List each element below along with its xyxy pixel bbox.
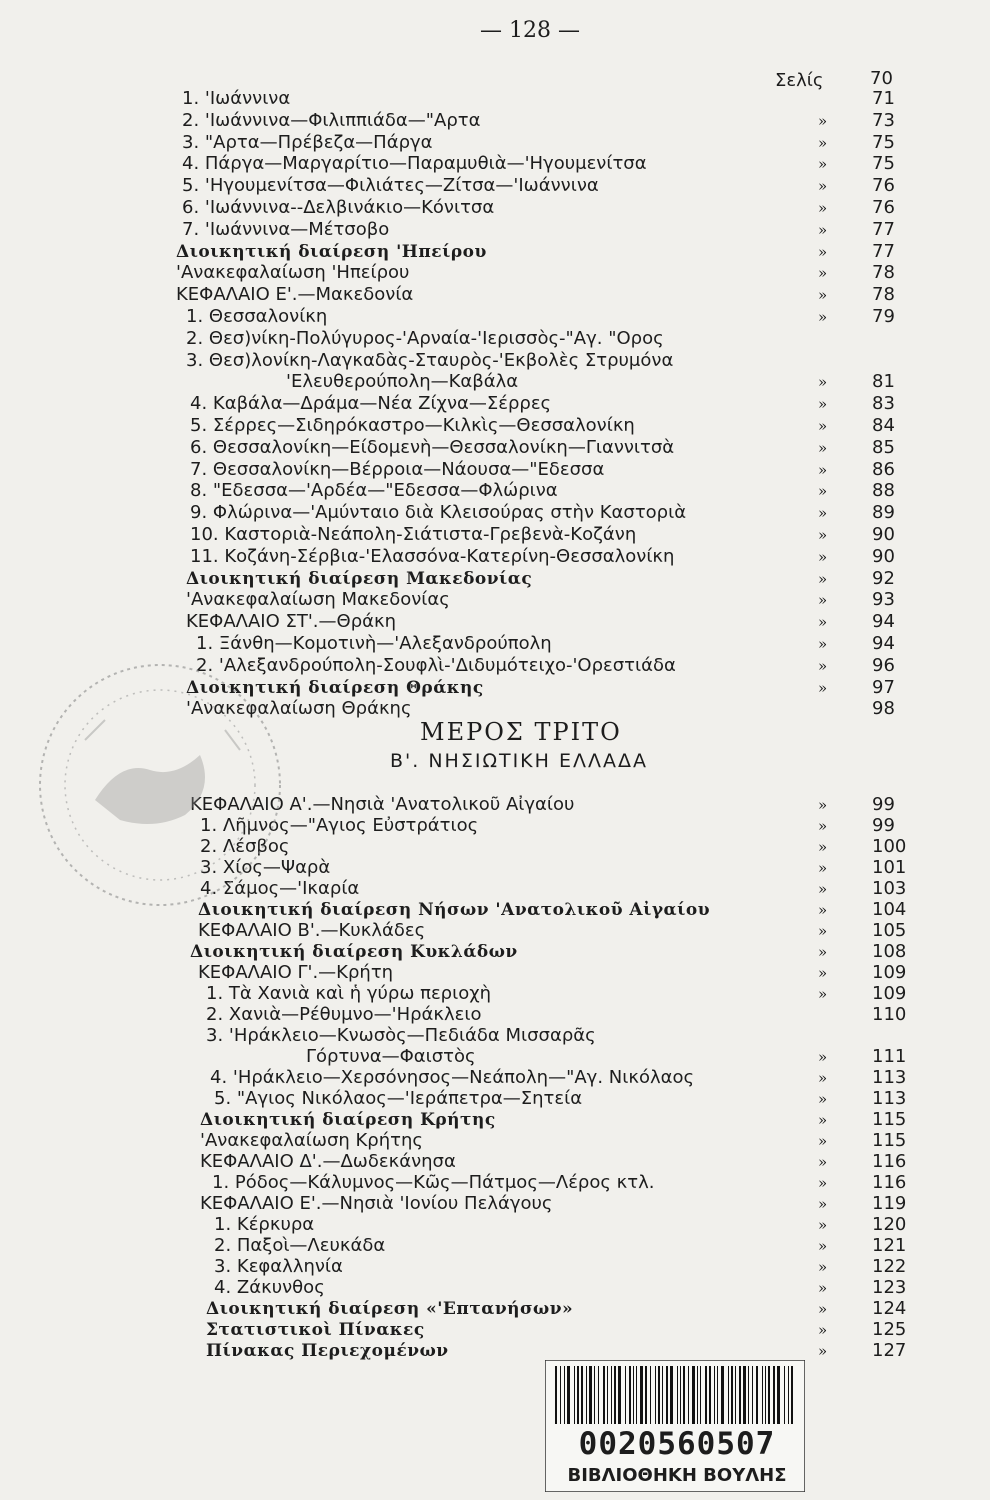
- toc-entry-title: 3. "Αρτα—Πρέβεζα—Πάργα: [182, 131, 433, 153]
- toc-entry-title: 2. Παξοὶ—Λευκάδα: [214, 1235, 386, 1256]
- barcode-bar: [603, 1366, 605, 1424]
- barcode-bar: [614, 1366, 616, 1424]
- toc-entry-title: 5. 'Ηγουμενίτσα—Φιλιάτες—Ζίτσα—'Ιωάννινα: [182, 175, 599, 197]
- toc-entry: [0, 1277, 990, 1299]
- toc-entry: [0, 1172, 990, 1194]
- toc-entry-title: ΚΕΦΑΛΑΙΟ Ε'.—Νησιὰ 'Ιονίου Πελάγους: [200, 1193, 553, 1214]
- barcode-bar: [555, 1366, 557, 1424]
- barcode-bar: [700, 1366, 701, 1424]
- toc-entry-marker: »: [818, 1111, 828, 1129]
- toc-entry-marker: »: [818, 133, 828, 152]
- toc-entry-page: 78: [872, 262, 895, 284]
- toc-entry-title: 'Ανακεφαλαίωση Θράκης: [186, 698, 412, 720]
- barcode-bar: [768, 1366, 770, 1424]
- toc-entry-title: Διοικητική διαίρεση Νήσων 'Ανατολικοῦ Αἰγαίου: [198, 900, 710, 920]
- toc-entry-title: ΚΕΦΑΛΑΙΟ Δ'.—Δωδεκάνησα: [200, 1151, 456, 1172]
- barcode-bar: [677, 1366, 678, 1424]
- toc-entry-title: 3. 'Ηράκλειο—Κνωσὸς—Πεδιάδα Μισσαρᾶς: [206, 1025, 596, 1046]
- toc-entry-page: 98: [872, 698, 895, 720]
- toc-entry-title: 1. Λῆμνος—"Αγιος Εὐστράτιος: [200, 815, 479, 836]
- toc-entry-title: ΚΕΦΑΛΑΙΟ Ε'.—Μακεδονία: [176, 284, 414, 306]
- toc-entry-marker: »: [818, 1069, 828, 1087]
- barcode-bar: [658, 1366, 660, 1424]
- toc-entry: [0, 262, 990, 284]
- toc-entry-marker: »: [818, 460, 828, 479]
- toc-entry-marker: »: [818, 1342, 828, 1360]
- toc-entry: [0, 920, 990, 942]
- barcode-bar: [692, 1366, 695, 1424]
- barcode-bar: [567, 1366, 570, 1424]
- toc-entry-title: 3. Κεφαλληνία: [214, 1256, 343, 1277]
- toc-entry-page: 99: [872, 815, 895, 836]
- toc-entry-title: 8. "Εδεσσα—'Αρδέα—"Εδεσσα—Φλώρινα: [190, 480, 558, 502]
- toc-entry-marker: »: [818, 395, 828, 414]
- barcode-bar: [762, 1366, 763, 1424]
- toc-entry-page: 119: [872, 1193, 907, 1214]
- toc-entry-page: 93: [872, 589, 895, 611]
- barcode-bar: [640, 1366, 643, 1424]
- toc-entry-page: 108: [872, 941, 907, 962]
- toc-entry-marker: »: [818, 985, 828, 1003]
- toc-entry-page: 124: [872, 1298, 907, 1319]
- toc-entry: [0, 1235, 990, 1257]
- toc-entry-page: 110: [872, 1004, 907, 1025]
- barcode-bar: [688, 1366, 689, 1424]
- toc-entry-marker: »: [818, 526, 828, 544]
- toc-entry: [0, 1130, 990, 1152]
- library-stamp: [25, 650, 295, 920]
- toc-entry: [0, 1004, 990, 1026]
- toc-entry-title: ΚΕΦΑΛΑΙΟ Α'.—Νησιὰ 'Ανατολικοῦ Αἰγαίου: [190, 794, 575, 815]
- toc-entry-marker: »: [818, 417, 828, 435]
- toc-entry-marker: »: [818, 838, 828, 856]
- toc-entry-marker: »: [818, 1258, 828, 1276]
- barcode-bar: [645, 1366, 647, 1424]
- toc-entry-page: 84: [872, 415, 895, 436]
- toc-entry-title: 2. Θεσ)νίκη-Πολύγυρος-'Αρναία-'Ιερισσὸς-"Αγ. "Ορος: [186, 327, 664, 349]
- toc-entry-title: 6. 'Ιωάννινα--Δελβινάκιο—Κόνιτσα: [182, 197, 495, 218]
- barcode-bar: [791, 1366, 793, 1424]
- toc-entry-page: 116: [872, 1172, 907, 1193]
- toc-entry-title: 1. 'Ιωάννινα: [182, 88, 291, 109]
- toc-entry: [0, 197, 990, 219]
- toc-entry-marker: »: [818, 111, 828, 130]
- toc-entry-page: 76: [872, 175, 895, 197]
- toc-entry-page: 79: [872, 306, 895, 327]
- barcode-bar: [756, 1366, 758, 1424]
- toc-entry-marker: »: [818, 591, 828, 610]
- barcode-bar: [633, 1366, 634, 1424]
- toc-entry: [0, 589, 990, 611]
- toc-entry-title: 4. Πάργα—Μαργαρίτιο—Παραμυθιὰ—'Ηγουμενίτσα: [182, 153, 647, 175]
- toc-entry: [0, 110, 990, 132]
- barcode-bar: [581, 1366, 583, 1424]
- toc-entry-title: Διοικητική διαίρεση Κυκλάδων: [190, 942, 518, 962]
- toc-entry-marker: »: [818, 177, 828, 196]
- toc-entry: [0, 328, 990, 350]
- toc-entry-title: 2. Λέσβος: [200, 836, 290, 857]
- barcode-bar: [564, 1366, 565, 1424]
- barcode-bar: [666, 1366, 668, 1424]
- toc-entry-marker: »: [818, 635, 828, 653]
- toc-entry: [0, 393, 990, 415]
- toc-entry: [0, 611, 990, 633]
- toc-entry-title: Πίνακας Περιεχομένων: [206, 1341, 449, 1361]
- toc-entry: [0, 459, 990, 481]
- toc-entry-title: 2. 'Αλεξανδρούπολη-Σουφλὶ-'Διδυμότειχο-'Ορεστιάδα: [196, 654, 676, 676]
- toc-entry: [0, 132, 990, 154]
- barcode-bar: [731, 1366, 733, 1424]
- toc-entry-title: 2. Χανιὰ—Ρέθυμνο—'Ηράκλειο: [206, 1004, 482, 1025]
- toc-entry-page: 111: [872, 1046, 907, 1067]
- barcode-bar: [748, 1366, 749, 1424]
- barcode-bar: [662, 1366, 663, 1424]
- toc-entry: [0, 1319, 990, 1341]
- toc-entry-page: 116: [872, 1151, 907, 1172]
- toc-entry: [0, 415, 990, 437]
- barcode-bar: [655, 1366, 656, 1424]
- barcode-bar: [705, 1366, 707, 1424]
- toc-entry-page: 81: [872, 371, 895, 393]
- toc-entry-title: Στατιστικοὶ Πίνακες: [206, 1320, 425, 1340]
- toc-entry-page: 94: [872, 611, 895, 633]
- toc-entry: [0, 568, 990, 590]
- toc-entry-marker: »: [818, 678, 828, 697]
- toc-entry-title: 4. Ζάκυνθος: [214, 1277, 325, 1298]
- barcode-bar: [709, 1366, 711, 1424]
- barcode-bar: [735, 1366, 736, 1424]
- toc-entry-page: 77: [872, 218, 895, 240]
- toc-entry-page: 85: [872, 436, 895, 458]
- barcode-bar: [598, 1366, 599, 1424]
- toc-entry-title: 2. 'Ιωάννινα—Φιλιππιάδα—"Αρτα: [182, 109, 481, 131]
- toc-entry: [0, 1214, 990, 1236]
- toc-entry-title: 'Ανακεφαλαίωση Μακεδονίας: [186, 589, 450, 611]
- toc-entry-page: 88: [872, 480, 895, 502]
- page-column-label: Σελίς: [775, 70, 824, 91]
- toc-entry-page: 113: [872, 1088, 907, 1109]
- toc-entry-title: ΚΕΦΑΛΑΙΟ Γ'.—Κρήτη: [198, 962, 394, 983]
- toc-entry-page: 125: [872, 1319, 907, 1340]
- toc-entry-marker: »: [818, 286, 828, 305]
- toc-entry: [0, 983, 990, 1005]
- toc-entry-marker: »: [818, 569, 828, 588]
- toc-entry-page: 127: [872, 1340, 907, 1361]
- barcode-bar: [560, 1366, 561, 1424]
- toc-entry: [0, 524, 990, 546]
- toc-entry-title: 9. Φλώρινα—'Αμύνταιο διὰ Κλεισούρας στὴν Καστοριὰ: [190, 502, 687, 524]
- toc-entry-title: 7. Θεσσαλονίκη—Βέρροια—Νάουσα—"Εδεσσα: [190, 458, 605, 480]
- barcode-bar: [611, 1366, 612, 1424]
- toc-entry-marker: »: [818, 943, 828, 961]
- barcode-bar: [589, 1366, 592, 1424]
- page-column-first-number: 70: [870, 68, 893, 89]
- toc-entry-marker: »: [818, 880, 828, 898]
- toc-entry-marker: »: [818, 242, 828, 261]
- toc-entry-title: 'Ανακεφαλαίωση Κρήτης: [200, 1130, 423, 1151]
- barcode-bar: [636, 1366, 637, 1424]
- toc-entry-page: 90: [872, 545, 895, 567]
- barcode-bar: [618, 1366, 621, 1424]
- toc-entry-page: 121: [872, 1235, 907, 1256]
- toc-entry: [0, 371, 990, 393]
- toc-entry-marker: »: [818, 613, 828, 632]
- toc-entry: [0, 306, 990, 328]
- toc-entry-marker: »: [818, 859, 828, 877]
- barcode-bar: [717, 1366, 718, 1424]
- toc-entry-page: 75: [872, 131, 895, 153]
- barcode-bar: [594, 1366, 595, 1424]
- toc-entry-title: 11. Κοζάνη-Σέρβια-'Ελασσόνα-Κατερίνη-Θεσσαλονίκη: [190, 545, 675, 567]
- toc-entry-title: 1. Τὰ Χανιὰ καὶ ἡ γύρω περιοχὴ: [206, 983, 492, 1004]
- toc-entry: [0, 1067, 990, 1089]
- toc-entry: [0, 1151, 990, 1173]
- toc-entry-page: 75: [872, 153, 895, 175]
- toc-entry-page: 99: [872, 794, 895, 815]
- barcode-bar: [784, 1366, 785, 1424]
- toc-entry-page: 113: [872, 1067, 907, 1088]
- toc-entry: [0, 480, 990, 502]
- toc-entry: [0, 546, 990, 568]
- toc-entry-title: 1. Ξάνθη—Κομοτινὴ—'Αλεξανδρούπολη: [196, 633, 552, 654]
- toc-entry-marker: »: [818, 817, 828, 835]
- toc-entry-marker: »: [818, 922, 828, 940]
- barcode-library-label: ΒΙΒΛΙΟΘΗΚΗ ΒΟΥΛΗΣ: [567, 1465, 787, 1486]
- toc-entry-marker: »: [818, 155, 828, 174]
- toc-entry: [0, 502, 990, 524]
- toc-entry-marker: »: [818, 964, 828, 982]
- barcode-bar: [607, 1366, 608, 1424]
- toc-entry-marker: »: [818, 220, 828, 239]
- toc-entry-page: 120: [872, 1214, 907, 1235]
- toc-entry-page: 96: [872, 654, 895, 676]
- barcode-bar: [788, 1366, 789, 1424]
- toc-entry-title: ΚΕΦΑΛΑΙΟ Β'.—Κυκλάδες: [198, 920, 426, 941]
- toc-entry-marker: »: [818, 1237, 828, 1255]
- toc-entry-page: 90: [872, 524, 895, 545]
- toc-entry-title: 5. Σέρρες—Σιδηρόκαστρο—Κιλκὶς—Θεσσαλονίκη: [190, 415, 635, 436]
- toc-entry-page: 97: [872, 676, 895, 698]
- toc-entry-title: 1. Θεσσαλονίκη: [186, 306, 328, 327]
- toc-entry-marker: »: [818, 1321, 828, 1339]
- toc-entry: [0, 962, 990, 984]
- barcode-bar: [728, 1366, 729, 1424]
- toc-entry: [0, 1256, 990, 1278]
- toc-entry: [0, 88, 990, 110]
- toc-entry-title: Διοικητική διαίρεση Θράκης: [186, 677, 484, 698]
- toc-entry-marker: »: [818, 1132, 828, 1150]
- toc-entry: [0, 175, 990, 197]
- toc-entry: [0, 1025, 990, 1047]
- barcode-bar: [670, 1366, 673, 1424]
- barcode-bar: [577, 1366, 579, 1424]
- toc-entry-title: 4. Σάμος—'Ικαρία: [200, 878, 360, 899]
- barcode-number: 0020560507: [578, 1426, 776, 1462]
- toc-entry-marker: »: [818, 901, 828, 919]
- toc-entry-title: 1. Ρόδος—Κάλυμνος—Κῶς—Πάτμος—Λέρος κτλ.: [212, 1172, 655, 1193]
- toc-entry-page: 77: [872, 240, 895, 262]
- toc-entry-title: 5. "Αγιος Νικόλαος—'Ιεράπετρα—Σητεία: [214, 1088, 583, 1109]
- barcode-bar: [765, 1366, 766, 1424]
- barcode-bar: [752, 1366, 753, 1424]
- barcode-bar: [574, 1366, 575, 1424]
- toc-entry-marker: »: [818, 1195, 828, 1213]
- toc-entry-marker: »: [818, 1174, 828, 1192]
- barcode-bar: [650, 1366, 651, 1424]
- toc-entry-marker: »: [818, 656, 828, 675]
- toc-entry-title: 'Ανακεφαλαίωση 'Ηπείρου: [176, 262, 410, 284]
- toc-entry: [0, 437, 990, 459]
- toc-entry-page: 115: [872, 1130, 907, 1151]
- barcode-bar: [683, 1366, 685, 1424]
- toc-entry-marker: »: [818, 264, 828, 283]
- toc-entry-title: ΚΕΦΑΛΑΙΟ ΣΤ'.—Θράκη: [186, 611, 396, 633]
- toc-entry: [0, 1109, 990, 1131]
- toc-entry-marker: »: [818, 1153, 828, 1171]
- toc-entry-marker: »: [818, 547, 828, 566]
- toc-entry-title: 3. Χίος—Ψαρὰ: [200, 857, 331, 878]
- toc-entry-title: 1. Κέρκυρα: [214, 1214, 315, 1235]
- barcode-bar: [714, 1366, 715, 1424]
- toc-entry-page: 92: [872, 567, 895, 589]
- toc-entry-page: 89: [872, 502, 895, 524]
- toc-entry-page: 105: [872, 920, 907, 941]
- toc-entry-page: 94: [872, 633, 895, 654]
- toc-entry-marker: »: [818, 1300, 828, 1318]
- toc-entry-page: 115: [872, 1109, 907, 1130]
- toc-entry-page: 73: [872, 109, 895, 131]
- toc-entry: [0, 284, 990, 306]
- barcode-bar: [739, 1366, 741, 1424]
- barcode-bar: [777, 1366, 780, 1424]
- barcode-bar: [680, 1366, 681, 1424]
- barcode-bar: [625, 1366, 626, 1424]
- toc-entry-title: Γόρτυνα—Φαιστὸς: [306, 1046, 476, 1067]
- toc-entry-marker: »: [818, 796, 828, 814]
- toc-entry-page: 76: [872, 197, 895, 218]
- toc-entry: [0, 219, 990, 241]
- toc-entry-page: 109: [872, 962, 907, 983]
- toc-entry-page: 83: [872, 393, 895, 415]
- toc-entry-title: 'Ελευθερούπολη—Καβάλα: [286, 371, 519, 393]
- page-number: — 128 —: [480, 18, 580, 43]
- barcode-bar: [743, 1366, 746, 1424]
- toc-entry-marker: »: [818, 373, 828, 392]
- part-title: ΜΕΡΟΣ ΤΡΙΤΟ: [420, 718, 622, 746]
- toc-entry: [0, 241, 990, 263]
- toc-entry-title: Διοικητική διαίρεση Μακεδονίας: [186, 568, 533, 589]
- toc-entry-marker: »: [818, 1279, 828, 1297]
- toc-entry-title: 4. Καβάλα—Δράμα—Νέα Ζίχνα—Σέρρες: [190, 393, 552, 415]
- barcode-bar: [697, 1366, 698, 1424]
- toc-entry: [0, 1193, 990, 1215]
- barcode-bar: [586, 1366, 587, 1424]
- toc-entry: [0, 941, 990, 963]
- toc-entry-page: 103: [872, 878, 907, 899]
- toc-entry-marker: »: [818, 438, 828, 457]
- barcode-bar: [721, 1366, 724, 1424]
- toc-entry-page: 71: [872, 88, 895, 109]
- barcode-bar: [773, 1366, 775, 1424]
- toc-entry-page: 86: [872, 458, 895, 480]
- toc-entry: [0, 1340, 990, 1362]
- toc-entry-page: 123: [872, 1277, 907, 1298]
- toc-entry: [0, 1088, 990, 1110]
- toc-entry-page: 101: [872, 857, 907, 878]
- toc-entry-title: Διοικητική διαίρεση 'Ηπείρου: [176, 241, 487, 262]
- toc-entry-marker: »: [818, 1216, 828, 1234]
- toc-entry-marker: »: [818, 504, 828, 523]
- toc-entry-marker: »: [818, 199, 828, 217]
- toc-entry-marker: »: [818, 308, 828, 326]
- toc-entry-title: 6. Θεσσαλονίκη—Είδομενὴ—Θεσσαλονίκη—Γιαννιτσὰ: [190, 436, 675, 458]
- toc-entry-marker: »: [818, 1090, 828, 1108]
- toc-entry-page: 104: [872, 899, 907, 920]
- toc-entry-title: 10. Καστοριὰ-Νεάπολη-Σιάτιστα-Γρεβενὰ-Κοζάνη: [190, 524, 637, 545]
- toc-entry: [0, 153, 990, 175]
- toc-entry-marker: »: [818, 482, 828, 501]
- toc-entry-title: Διοικητική διαίρεση Κρήτης: [200, 1110, 496, 1130]
- barcode-bar: [629, 1366, 631, 1424]
- toc-entry-title: Διοικητική διαίρεση «'Επτανήσων»: [206, 1299, 574, 1319]
- toc-entry-title: 4. 'Ηράκλειο—Χερσόνησος—Νεάπολη—"Αγ. Νικόλαος: [210, 1067, 695, 1088]
- toc-entry: [0, 1046, 990, 1068]
- toc-entry-title: 3. Θεσ)λονίκη-Λαγκαδὰς-Σταυρὸς-'Εκβολὲς Στρυμόνα: [186, 349, 674, 371]
- toc-entry-page: 122: [872, 1256, 907, 1277]
- toc-entry: [0, 1298, 990, 1320]
- toc-entry-page: 109: [872, 983, 907, 1004]
- toc-entry: [0, 350, 990, 372]
- toc-entry-page: 78: [872, 284, 895, 306]
- toc-entry-marker: »: [818, 1048, 828, 1066]
- part-subtitle: Β'. ΝΗΣΙΩΤΙΚΗ ΕΛΛΑΔΑ: [390, 750, 648, 772]
- toc-entry-title: 7. 'Ιωάννινα—Μέτσοβο: [182, 218, 390, 240]
- toc-entry-page: 100: [872, 836, 907, 857]
